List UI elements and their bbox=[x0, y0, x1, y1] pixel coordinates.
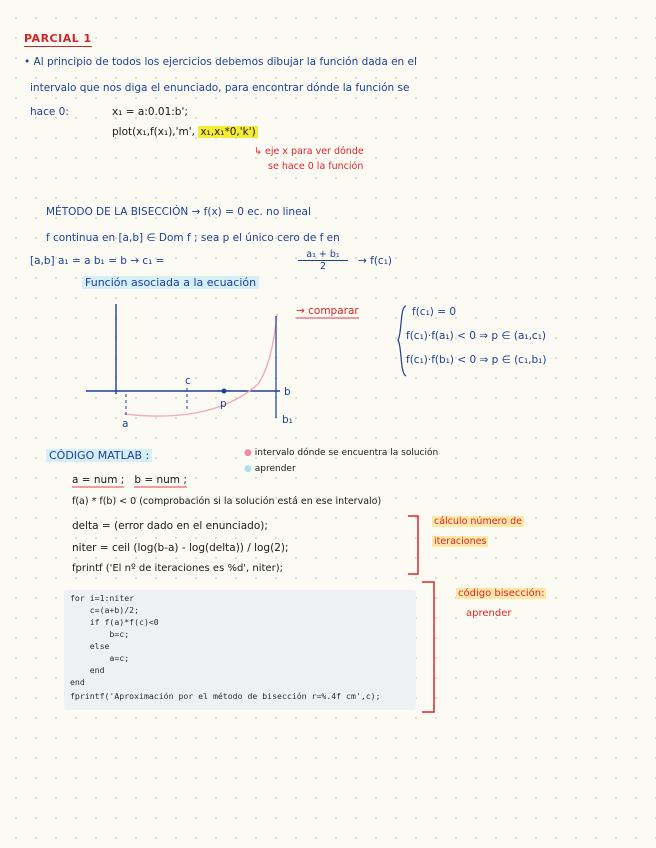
plot-note-2: se hace 0 la función bbox=[268, 161, 364, 172]
case-zero: f(c₁) = 0 bbox=[412, 306, 457, 318]
matlab-line-fprintf: fprintf ('El nº de iteraciones es %d', niter); bbox=[72, 563, 283, 574]
bisection-condition-1: f continua en [a,b] ∈ Dom f ; sea p el único cero de f en bbox=[46, 232, 340, 244]
compare-label bbox=[296, 305, 359, 317]
iterations-bracket bbox=[404, 514, 424, 576]
plot-note-1: ↳ eje x para ver dónde bbox=[254, 146, 364, 157]
iterations-note-2 bbox=[432, 536, 488, 547]
code-line: a=c; bbox=[70, 653, 130, 663]
legend-interval-text: intervalo dónde se encuentra la solución bbox=[254, 448, 439, 458]
matlab-code-block bbox=[64, 590, 416, 710]
code-line: b=c; bbox=[70, 629, 130, 639]
intro-line-3-label: hace 0: bbox=[30, 106, 69, 118]
graph-label-b1: b₁ bbox=[282, 414, 293, 426]
iterations-note-2-text: iteraciones bbox=[434, 536, 487, 547]
matlab-line-ab bbox=[72, 474, 187, 486]
matlab-a-assign: a = num ; bbox=[72, 474, 125, 486]
code-note-2: aprender bbox=[466, 608, 512, 619]
case-right-interval: f(c₁)·f(b₁) < 0 ⇒ p ∈ (c₁,b₁) bbox=[406, 354, 547, 366]
code-note-1 bbox=[456, 588, 546, 599]
bisection-fc1: → f(c₁) bbox=[358, 255, 393, 267]
code-line: fprintf('Aproximación por el método de bisección r=%.4f cm',c); bbox=[70, 691, 381, 701]
iterations-note-1 bbox=[432, 516, 524, 527]
midpoint-fraction bbox=[298, 249, 348, 272]
associated-function-text: Función asociada a la ecuación bbox=[82, 276, 259, 289]
compare-text: → comparar bbox=[296, 305, 359, 317]
plot-code bbox=[112, 126, 258, 138]
matlab-heading bbox=[46, 449, 152, 462]
legend-learn-text: aprender bbox=[254, 464, 296, 474]
code-line: end bbox=[70, 665, 105, 675]
plot-code-highlight: x₁,x₁*0,'k') bbox=[200, 126, 256, 138]
case-left-interval: f(c₁)·f(a₁) < 0 ⇒ p ∈ (a₁,c₁) bbox=[406, 330, 547, 342]
code-line: if f(a)*f(c)<0 bbox=[70, 617, 159, 627]
plot-code-main: plot(x₁,f(x₁),'m', bbox=[112, 126, 199, 138]
intro-range-code: x₁ = a:0.01:b'; bbox=[112, 106, 188, 118]
graph-function-curve bbox=[124, 314, 277, 416]
bisection-heading: MÉTODO DE LA BISECCIÓN → f(x) = 0 ec. no lineal bbox=[46, 206, 311, 218]
matlab-line-niter: niter = ceil (log(b-a) - log(delta)) / log(2); bbox=[72, 542, 289, 554]
associated-function-label bbox=[82, 276, 259, 289]
graph-label-a: a bbox=[122, 418, 129, 430]
graph-label-p: p bbox=[220, 398, 227, 410]
page-title: PARCIAL 1 bbox=[24, 32, 92, 45]
fraction-denominator: 2 bbox=[319, 261, 327, 272]
code-line: for i=1:niter bbox=[70, 593, 135, 603]
code-line: c=(a+b)/2; bbox=[70, 605, 140, 615]
code-line: end bbox=[70, 677, 85, 687]
matlab-line-delta: delta = (error dado en el enunciado); bbox=[72, 520, 268, 532]
graph-label-b: b bbox=[284, 386, 291, 398]
code-line: else bbox=[70, 641, 110, 651]
matlab-heading-text: CÓDIGO MATLAB : bbox=[46, 449, 152, 462]
bisection-condition-2: [a,b] a₁ = a b₁ = b → c₁ = bbox=[30, 255, 165, 267]
code-note-1-text: código bisección: bbox=[458, 588, 545, 599]
fraction-numerator: a₁ + b₁ bbox=[298, 249, 348, 261]
intro-line-2: intervalo que nos diga el enunciado, para encontrar dónde la función se bbox=[30, 82, 410, 94]
legend-interval: ● intervalo dónde se encuentra la solución bbox=[244, 448, 439, 458]
legend-learn: ● aprender bbox=[244, 464, 296, 474]
graph-label-c: c bbox=[185, 375, 191, 387]
graph-root-point bbox=[222, 389, 227, 394]
intro-line-1: • Al principio de todos los ejercicios debemos dibujar la función dada en el bbox=[24, 56, 417, 68]
matlab-b-assign: b = num ; bbox=[134, 474, 187, 486]
matlab-line-check: f(a) * f(b) < 0 (comprobación si la solución está en ese intervalo) bbox=[72, 496, 382, 507]
code-bracket bbox=[418, 580, 440, 714]
iterations-note-1-text: cálculo número de bbox=[434, 516, 522, 527]
